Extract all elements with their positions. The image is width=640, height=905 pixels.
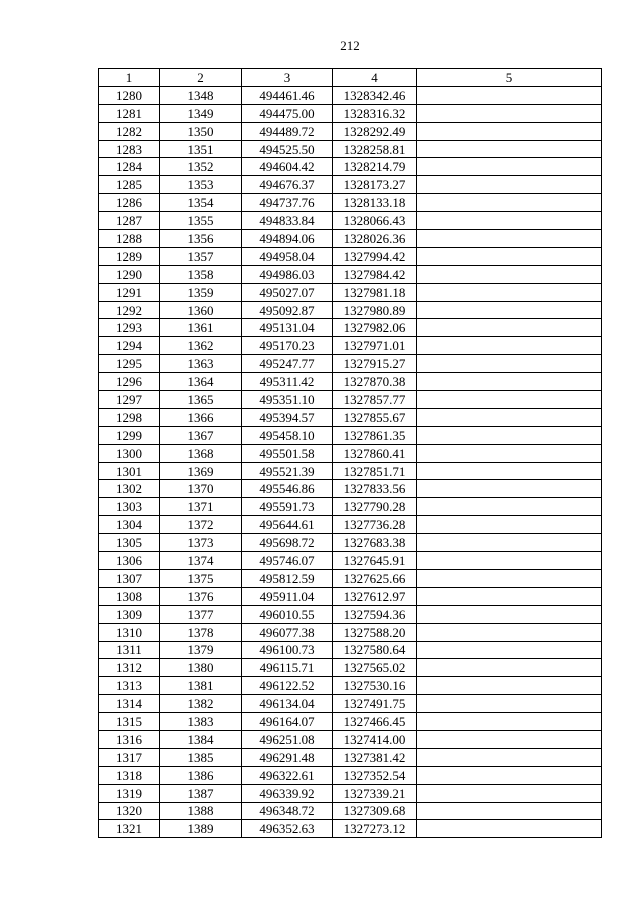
- table-cell-col-2: 1385: [160, 748, 242, 766]
- table-cell-col-3: 494475.00: [242, 104, 333, 122]
- table-cell-col-1: 1295: [99, 355, 160, 373]
- table-cell-col-1: 1318: [99, 766, 160, 784]
- table-cell-col-1: 1321: [99, 820, 160, 838]
- table-cell-col-2: 1388: [160, 802, 242, 820]
- table-row: [99, 140, 602, 158]
- table-cell-col-1: 1290: [99, 265, 160, 283]
- table-cell-col-5: [417, 247, 602, 265]
- header-cell-2: 2: [160, 69, 242, 87]
- table-cell-col-1: 1317: [99, 748, 160, 766]
- table-cell-col-3: 494986.03: [242, 265, 333, 283]
- table-cell-col-5: [417, 283, 602, 301]
- header-cell-1: 1: [99, 69, 160, 87]
- table-cell-col-2: 1358: [160, 265, 242, 283]
- table-cell-col-3: 495170.23: [242, 337, 333, 355]
- table-cell-col-5: [417, 748, 602, 766]
- table-cell-col-3: 495092.87: [242, 301, 333, 319]
- table-row: [99, 623, 602, 641]
- table-cell-col-4: 1327339.21: [333, 784, 417, 802]
- table-row: [99, 158, 602, 176]
- table-cell-col-2: 1383: [160, 713, 242, 731]
- table-cell-col-3: 496164.07: [242, 713, 333, 731]
- table-cell-col-4: 1327857.77: [333, 391, 417, 409]
- table-row: [99, 713, 602, 731]
- table-cell-col-3: 495911.04: [242, 587, 333, 605]
- table-cell-col-3: 494958.04: [242, 247, 333, 265]
- table-cell-col-4: 1327466.45: [333, 713, 417, 731]
- table-row: [99, 462, 602, 480]
- table-cell-col-1: 1284: [99, 158, 160, 176]
- table-cell-col-5: [417, 104, 602, 122]
- table-cell-col-3: 494525.50: [242, 140, 333, 158]
- table-cell-col-1: 1283: [99, 140, 160, 158]
- table-cell-col-2: 1357: [160, 247, 242, 265]
- table-cell-col-5: [417, 194, 602, 212]
- table-cell-col-1: 1285: [99, 176, 160, 194]
- table-cell-col-5: [417, 730, 602, 748]
- table-cell-col-3: 494676.37: [242, 176, 333, 194]
- table-cell-col-2: 1360: [160, 301, 242, 319]
- table-row: [99, 230, 602, 248]
- table-row: [99, 373, 602, 391]
- header-row: [99, 69, 602, 87]
- table-cell-col-1: 1311: [99, 641, 160, 659]
- table-cell-col-4: 1327683.38: [333, 534, 417, 552]
- table-cell-col-3: 496010.55: [242, 605, 333, 623]
- table-cell-col-1: 1309: [99, 605, 160, 623]
- table-cell-col-1: 1312: [99, 659, 160, 677]
- table-cell-col-3: 496251.08: [242, 730, 333, 748]
- table-cell-col-4: 1327855.67: [333, 408, 417, 426]
- table-cell-col-3: 495351.10: [242, 391, 333, 409]
- table-cell-col-1: 1296: [99, 373, 160, 391]
- table-cell-col-3: 496115.71: [242, 659, 333, 677]
- table-cell-col-1: 1314: [99, 695, 160, 713]
- table-cell-col-2: 1350: [160, 122, 242, 140]
- table-cell-col-3: 496348.72: [242, 802, 333, 820]
- table-cell-col-2: 1368: [160, 444, 242, 462]
- table-cell-col-3: 496291.48: [242, 748, 333, 766]
- table-row: [99, 534, 602, 552]
- table-row: [99, 480, 602, 498]
- table-cell-col-5: [417, 569, 602, 587]
- table-cell-col-5: [417, 212, 602, 230]
- table-cell-col-3: 495394.57: [242, 408, 333, 426]
- table-cell-col-3: 494489.72: [242, 122, 333, 140]
- table-cell-col-2: 1369: [160, 462, 242, 480]
- table-cell-col-4: 1327588.20: [333, 623, 417, 641]
- table-cell-col-3: 496122.52: [242, 677, 333, 695]
- table-cell-col-4: 1327594.36: [333, 605, 417, 623]
- table-cell-col-3: 495027.07: [242, 283, 333, 301]
- table-cell-col-5: [417, 140, 602, 158]
- table-cell-col-5: [417, 695, 602, 713]
- table-cell-col-2: 1376: [160, 587, 242, 605]
- table-cell-col-4: 1328316.32: [333, 104, 417, 122]
- table-cell-col-2: 1371: [160, 498, 242, 516]
- table-cell-col-2: 1362: [160, 337, 242, 355]
- table-cell-col-2: 1364: [160, 373, 242, 391]
- table-row: [99, 444, 602, 462]
- table-row: [99, 802, 602, 820]
- table-cell-col-4: 1327309.68: [333, 802, 417, 820]
- table-cell-col-1: 1303: [99, 498, 160, 516]
- header-cell-3: 3: [242, 69, 333, 87]
- table-cell-col-3: 495546.86: [242, 480, 333, 498]
- header-cell-5: 5: [417, 69, 602, 87]
- table-cell-col-4: 1327381.42: [333, 748, 417, 766]
- table-cell-col-3: 495458.10: [242, 426, 333, 444]
- table-cell-col-1: 1320: [99, 802, 160, 820]
- coordinates-table: [98, 68, 602, 838]
- table-cell-col-4: 1327491.75: [333, 695, 417, 713]
- table-row: [99, 498, 602, 516]
- table-row: [99, 748, 602, 766]
- table-cell-col-4: 1327981.18: [333, 283, 417, 301]
- table-cell-col-5: [417, 176, 602, 194]
- table-cell-col-3: 495812.59: [242, 569, 333, 587]
- table-cell-col-1: 1287: [99, 212, 160, 230]
- table-cell-col-3: 496134.04: [242, 695, 333, 713]
- table-cell-col-2: 1389: [160, 820, 242, 838]
- table-cell-col-2: 1367: [160, 426, 242, 444]
- table-row: [99, 587, 602, 605]
- table-cell-col-1: 1316: [99, 730, 160, 748]
- table-cell-col-2: 1373: [160, 534, 242, 552]
- table-cell-col-2: 1359: [160, 283, 242, 301]
- table-cell-col-3: 494894.06: [242, 230, 333, 248]
- table-row: [99, 86, 602, 104]
- table-cell-col-4: 1327861.35: [333, 426, 417, 444]
- table-row: [99, 122, 602, 140]
- table-cell-col-5: [417, 444, 602, 462]
- table-cell-col-1: 1286: [99, 194, 160, 212]
- table-cell-col-5: [417, 516, 602, 534]
- table-cell-col-4: 1327980.89: [333, 301, 417, 319]
- table-cell-col-5: [417, 391, 602, 409]
- table-cell-col-1: 1304: [99, 516, 160, 534]
- table-cell-col-1: 1288: [99, 230, 160, 248]
- table-cell-col-2: 1370: [160, 480, 242, 498]
- table-cell-col-5: [417, 86, 602, 104]
- table-row: [99, 677, 602, 695]
- table-cell-col-1: 1289: [99, 247, 160, 265]
- table-cell-col-5: [417, 623, 602, 641]
- table-cell-col-2: 1366: [160, 408, 242, 426]
- table-cell-col-4: 1328173.27: [333, 176, 417, 194]
- table-cell-col-4: 1328292.49: [333, 122, 417, 140]
- table-cell-col-2: 1348: [160, 86, 242, 104]
- table-cell-col-1: 1297: [99, 391, 160, 409]
- table-cell-col-4: 1327790.28: [333, 498, 417, 516]
- table-row: [99, 176, 602, 194]
- table-cell-col-3: 496339.92: [242, 784, 333, 802]
- table-cell-col-3: 495311.42: [242, 373, 333, 391]
- table-row: [99, 659, 602, 677]
- table-cell-col-1: 1294: [99, 337, 160, 355]
- table-row: [99, 283, 602, 301]
- table-cell-col-5: [417, 713, 602, 731]
- table-cell-col-5: [417, 373, 602, 391]
- table-row: [99, 337, 602, 355]
- table-row: [99, 355, 602, 373]
- table-cell-col-5: [417, 820, 602, 838]
- table-cell-col-4: 1327971.01: [333, 337, 417, 355]
- table-cell-col-2: 1382: [160, 695, 242, 713]
- table-row: [99, 641, 602, 659]
- table-cell-col-3: 495247.77: [242, 355, 333, 373]
- table-row: [99, 784, 602, 802]
- table-cell-col-4: 1327612.97: [333, 587, 417, 605]
- table-cell-col-4: 1327851.71: [333, 462, 417, 480]
- table-cell-col-2: 1377: [160, 605, 242, 623]
- table-body: [99, 86, 602, 837]
- table-cell-col-1: 1310: [99, 623, 160, 641]
- table-row: [99, 408, 602, 426]
- table-cell-col-5: [417, 355, 602, 373]
- table-cell-col-4: 1327645.91: [333, 552, 417, 570]
- table-cell-col-2: 1379: [160, 641, 242, 659]
- table-cell-col-2: 1372: [160, 516, 242, 534]
- table-cell-col-5: [417, 534, 602, 552]
- table-cell-col-5: [417, 766, 602, 784]
- table-cell-col-4: 1327860.41: [333, 444, 417, 462]
- table-cell-col-5: [417, 677, 602, 695]
- table-cell-col-5: [417, 784, 602, 802]
- table-row: [99, 605, 602, 623]
- table-cell-col-5: [417, 319, 602, 337]
- table-cell-col-1: 1300: [99, 444, 160, 462]
- table-cell-col-4: 1327530.16: [333, 677, 417, 695]
- table-cell-col-1: 1291: [99, 283, 160, 301]
- table-cell-col-3: 496077.38: [242, 623, 333, 641]
- table-cell-col-3: 494604.42: [242, 158, 333, 176]
- table-cell-col-2: 1363: [160, 355, 242, 373]
- table-cell-col-1: 1308: [99, 587, 160, 605]
- table-row: [99, 212, 602, 230]
- table-cell-col-4: 1328066.43: [333, 212, 417, 230]
- table-cell-col-2: 1375: [160, 569, 242, 587]
- table-cell-col-3: 494461.46: [242, 86, 333, 104]
- table-cell-col-1: 1301: [99, 462, 160, 480]
- table-cell-col-5: [417, 337, 602, 355]
- table-cell-col-4: 1327273.12: [333, 820, 417, 838]
- table-cell-col-5: [417, 659, 602, 677]
- table-cell-col-1: 1315: [99, 713, 160, 731]
- table-cell-col-5: [417, 230, 602, 248]
- table-cell-col-5: [417, 426, 602, 444]
- table-cell-col-1: 1292: [99, 301, 160, 319]
- table-cell-col-4: 1327565.02: [333, 659, 417, 677]
- table-cell-col-2: 1380: [160, 659, 242, 677]
- table-cell-col-5: [417, 641, 602, 659]
- table-cell-col-4: 1327870.38: [333, 373, 417, 391]
- table-row: [99, 730, 602, 748]
- table-cell-col-4: 1328258.81: [333, 140, 417, 158]
- table-cell-col-1: 1302: [99, 480, 160, 498]
- table-cell-col-2: 1349: [160, 104, 242, 122]
- table-cell-col-1: 1298: [99, 408, 160, 426]
- table-cell-col-3: 495521.39: [242, 462, 333, 480]
- table-cell-col-5: [417, 301, 602, 319]
- table-cell-col-3: 494737.76: [242, 194, 333, 212]
- table-cell-col-2: 1387: [160, 784, 242, 802]
- table-cell-col-1: 1307: [99, 569, 160, 587]
- table-cell-col-1: 1306: [99, 552, 160, 570]
- table-row: [99, 194, 602, 212]
- table-cell-col-3: 495644.61: [242, 516, 333, 534]
- table-row: [99, 247, 602, 265]
- table-cell-col-2: 1356: [160, 230, 242, 248]
- page-number: 212: [340, 38, 360, 53]
- table-cell-col-5: [417, 158, 602, 176]
- table-cell-col-4: 1327984.42: [333, 265, 417, 283]
- table-cell-col-2: 1386: [160, 766, 242, 784]
- table-cell-col-5: [417, 122, 602, 140]
- table-cell-col-3: 496352.63: [242, 820, 333, 838]
- table-cell-col-4: 1327915.27: [333, 355, 417, 373]
- table-cell-col-2: 1378: [160, 623, 242, 641]
- table-row: [99, 426, 602, 444]
- table-cell-col-2: 1351: [160, 140, 242, 158]
- table-cell-col-4: 1328026.36: [333, 230, 417, 248]
- table-cell-col-2: 1365: [160, 391, 242, 409]
- table-row: [99, 104, 602, 122]
- table-cell-col-1: 1313: [99, 677, 160, 695]
- table-row: [99, 569, 602, 587]
- table-cell-col-4: 1327625.66: [333, 569, 417, 587]
- table-cell-col-3: 495501.58: [242, 444, 333, 462]
- table-row: [99, 552, 602, 570]
- table-cell-col-4: 1327580.64: [333, 641, 417, 659]
- table-cell-col-5: [417, 802, 602, 820]
- table-cell-col-3: 496322.61: [242, 766, 333, 784]
- table-row: [99, 391, 602, 409]
- table-row: [99, 516, 602, 534]
- table-cell-col-4: 1328214.79: [333, 158, 417, 176]
- table-cell-col-3: 495131.04: [242, 319, 333, 337]
- table-cell-col-4: 1327833.56: [333, 480, 417, 498]
- table-cell-col-2: 1381: [160, 677, 242, 695]
- table-row: [99, 766, 602, 784]
- table-cell-col-5: [417, 265, 602, 283]
- table-cell-col-2: 1354: [160, 194, 242, 212]
- table-row: [99, 319, 602, 337]
- table-header: [99, 69, 602, 87]
- table-cell-col-5: [417, 552, 602, 570]
- table-cell-col-4: 1327982.06: [333, 319, 417, 337]
- header-cell-4: 4: [333, 69, 417, 87]
- table-cell-col-4: 1327736.28: [333, 516, 417, 534]
- table-cell-col-4: 1327414.00: [333, 730, 417, 748]
- table-row: [99, 820, 602, 838]
- table-cell-col-1: 1281: [99, 104, 160, 122]
- table-cell-col-5: [417, 587, 602, 605]
- table-cell-col-1: 1305: [99, 534, 160, 552]
- table-cell-col-2: 1361: [160, 319, 242, 337]
- table-cell-col-5: [417, 408, 602, 426]
- table-cell-col-2: 1355: [160, 212, 242, 230]
- table-cell-col-4: 1328342.46: [333, 86, 417, 104]
- table-cell-col-3: 495591.73: [242, 498, 333, 516]
- table-row: [99, 695, 602, 713]
- table-cell-col-3: 495698.72: [242, 534, 333, 552]
- table-row: [99, 265, 602, 283]
- table-row: [99, 301, 602, 319]
- table-cell-col-1: 1299: [99, 426, 160, 444]
- table-cell-col-4: 1327352.54: [333, 766, 417, 784]
- table-cell-col-4: 1328133.18: [333, 194, 417, 212]
- table-cell-col-3: 496100.73: [242, 641, 333, 659]
- table-cell-col-4: 1327994.42: [333, 247, 417, 265]
- table-cell-col-5: [417, 498, 602, 516]
- table-cell-col-1: 1293: [99, 319, 160, 337]
- table-cell-col-5: [417, 480, 602, 498]
- table-cell-col-1: 1282: [99, 122, 160, 140]
- table-cell-col-1: 1319: [99, 784, 160, 802]
- table-cell-col-3: 495746.07: [242, 552, 333, 570]
- table-cell-col-5: [417, 462, 602, 480]
- table-cell-col-1: 1280: [99, 86, 160, 104]
- table-cell-col-2: 1353: [160, 176, 242, 194]
- table-cell-col-2: 1352: [160, 158, 242, 176]
- table-cell-col-5: [417, 605, 602, 623]
- table-cell-col-3: 494833.84: [242, 212, 333, 230]
- table-cell-col-2: 1384: [160, 730, 242, 748]
- table-cell-col-2: 1374: [160, 552, 242, 570]
